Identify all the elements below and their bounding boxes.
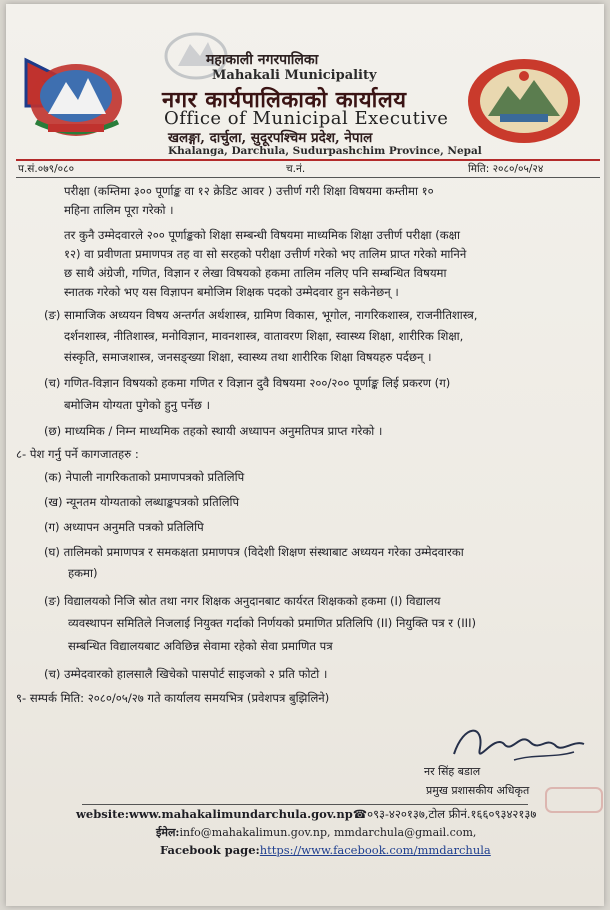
facebook-link[interactable]: https://www.facebook.com/mmdarchula <box>259 843 491 857</box>
municipality-seal-icon <box>464 56 584 146</box>
footer-divider <box>82 804 528 805</box>
body-line: छ साथै अंग्रेजी, गणित, विज्ञान र लेखा विषयको हकमा तालिम नलिए पनि सम्बन्धित विषयमा <box>64 266 447 280</box>
office-name-english: Office of Municipal Executive <box>164 108 449 129</box>
list-item: व्यवस्थापन समितिले निजलाई नियुक्त गर्दाको निर्णयको प्रमाणित प्रतिलिपि (II) नियुक्ति पत्र र (III) <box>68 616 477 630</box>
body-line: दर्शनशास्त्र, नीतिशास्त्र, मनोविज्ञान, मावनशास्त्र, वातावरण शिक्षा, स्वास्थ्य शिक्षा, शारीरिक शिक्षा, <box>64 329 464 343</box>
municipality-name-english: Mahakali Municipality <box>212 68 377 83</box>
body-line: (ङ) सामाजिक अध्ययन विषय अन्तर्गत अर्थशास्त्र, ग्रामिण विकास, भूगोल, नागरिकशास्त्र, राजनीतिशास्त्र, <box>44 308 478 322</box>
nepal-emblem-icon <box>18 44 128 144</box>
list-item: सम्बन्धित विद्यालयबाट अविछिन्न सेवामा रहेको सेवा प्रमाणित पत्र <box>68 639 333 653</box>
red-stamp-icon <box>544 786 604 814</box>
list-item: हकमा) <box>68 566 98 580</box>
letter-date: मिति: २०८०/०५/२४ <box>468 163 544 175</box>
website-label: website: <box>76 807 129 821</box>
reference-number: प.सं.०७९/०८० <box>18 163 75 175</box>
reference-row <box>18 162 598 178</box>
dispatch-number: च.नं. <box>286 163 306 175</box>
website-link[interactable]: www.mahakalimundarchula.gov.np <box>128 807 353 821</box>
signatory-title: प्रमुख प्रशासकीय अधिकृत <box>426 784 530 797</box>
body-line: महिना तालिम पूरा गरेको । <box>64 203 174 217</box>
section-heading: ८- पेश गर्नु पर्ने कागजातहरु : <box>16 447 139 461</box>
signatory-name: नर सिंह बडाल <box>424 765 481 778</box>
footer-website-row <box>76 807 536 822</box>
body-line: संस्कृति, समाजशास्त्र, जनसङ्ख्या शिक्षा, स्वास्थ्य तथा शारीरिक शिक्षा विषयहरु पर्दछन् । <box>64 350 432 364</box>
body-line: (छ) माध्यमिक / निम्न माध्यमिक तहको स्थायी अध्यापन अनुमतिपत्र प्राप्त गरेको । <box>44 424 383 438</box>
list-item: (ङ) विद्यालयको निजि स्रोत तथा नगर शिक्षक अनुदानबाट कार्यरत शिक्षकको हकमा (I) विद्यालय <box>44 594 441 608</box>
body-line: १२) वा प्रवीणता प्रमाणपत्र तह वा सो सरहको परीक्षा उत्तीर्ण गरेको भए तालिम प्राप्त गरेको मानिने <box>64 247 467 261</box>
list-item: (क) नेपाली नागरिकताको प्रमाणपत्रको प्रतिलिपि <box>44 470 245 484</box>
phone-number: ☎०९३-४२०१३७,टोल फ्रीनं.१६६०९३४२१३७ <box>352 807 537 821</box>
email-label: ईमेल: <box>156 826 180 839</box>
header-divider <box>16 159 600 161</box>
body-line: स्नातक गरेको भए यस विज्ञापन बमोजिम शिक्षक पदको उम्मेदवार हुन सकेनेछन् । <box>64 285 399 299</box>
body-line: बमोजिम योग्यता पुगेको हुनु पर्नेछ । <box>64 398 210 412</box>
facebook-label: Facebook page: <box>160 843 260 857</box>
email-address[interactable]: info@mahakalimun.gov.np, mmdarchula@gmail.com, <box>179 826 477 839</box>
office-name-nepali: नगर कार्यपालिकाको कार्यालय <box>162 87 407 113</box>
letter-page <box>6 4 604 906</box>
letterhead <box>6 4 604 157</box>
footer-facebook-row <box>160 843 491 857</box>
address-nepali: खलङ्गा, दार्चुला, सुदूरपश्चिम प्रदेश, नेपाल <box>168 130 373 146</box>
list-item: (ख) न्यूनतम योग्यताको लब्धाङ्कपत्रको प्रतिलिपि <box>44 495 240 509</box>
municipality-name-nepali: महाकाली नगरपालिका <box>206 52 319 68</box>
list-item: (घ) तालिमको प्रमाणपत्र र समकक्षता प्रमाणपत्र (विदेशी शिक्षण संस्थाबाट अध्ययन गरेका उम्मेदवारका <box>44 545 464 559</box>
list-item: (ग) अध्यापन अनुमति पत्रको प्रतिलिपि <box>44 520 204 534</box>
list-item: (च) उम्मेदवारको हालसालै खिचेको पासपोर्ट साइजको २ प्रति फोटो । <box>44 667 328 681</box>
body-line: (च) गणित-विज्ञान विषयको हकमा गणित र विज्ञान दुवै विषयमा २००/२०० पूर्णाङ्क लिई प्रकरण (ग) <box>44 376 451 390</box>
body-line: तर कुनै उम्मेदवारले २०० पूर्णाङ्कको शिक्षा सम्बन्धी विषयमा माध्यमिक शिक्षा उत्तीर्ण परीक्षा (कक्षा <box>64 228 460 242</box>
body-line: परीक्षा (कम्तिमा ३०० पूर्णाङ्क वा १२ क्रेडिट आवर ) उत्तीर्ण गरी शिक्षा विषयमा कम्तीमा १० <box>64 184 434 198</box>
address-english: Khalanga, Darchula, Sudurpashchim Province, Nepal <box>168 145 482 157</box>
section-heading: ९- सम्पर्क मिति: २०८०/०५/२७ गते कार्यालय समयभित्र (प्रवेशपत्र बुझिलिने) <box>16 691 330 705</box>
reference-divider <box>16 177 600 178</box>
footer-email-row <box>156 825 476 840</box>
